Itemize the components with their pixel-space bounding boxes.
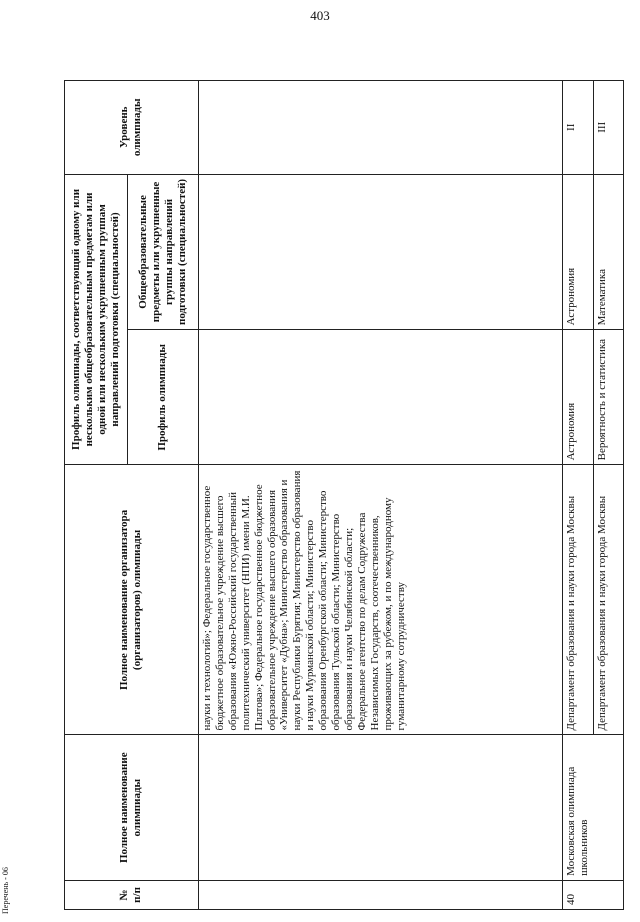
header-level: Уровень олимпиады (65, 81, 199, 175)
cell-profile (198, 330, 563, 465)
cell-no: 40 (563, 880, 624, 909)
header-profile: Профиль олимпиады (127, 330, 198, 465)
cell-subjects (198, 174, 563, 330)
cell-level: II (563, 81, 593, 175)
cell-no (198, 880, 563, 909)
cell-level: III (593, 81, 623, 175)
table-row (563, 81, 593, 910)
olympiad-table (64, 80, 624, 910)
cell-profile: Вероятность и статистика (593, 330, 623, 465)
table-row (198, 81, 563, 910)
header-organizer: Полное наименование организатора (организаторов) олимпиады (65, 465, 199, 735)
cell-organizer: Департамент образования и науки города Москвы (593, 465, 623, 735)
olympiad-table-wrapper (64, 80, 624, 910)
cell-organizer: Департамент образования и науки города Москвы (563, 465, 593, 735)
header-profile-group: Профиль олимпиады, соответствующий одному или нескольким общеобразовательным предметам или одной или нескольким укрупненным группам направлений подготовки (специальностей) (65, 174, 128, 465)
cell-subjects: Астрономия (563, 174, 593, 330)
cell-name (198, 735, 563, 880)
cell-name: Московская олимпиада школьников (563, 735, 624, 880)
rotated-page (64, 80, 624, 910)
header-no: № п/п (65, 880, 199, 909)
cell-profile: Астрономия (563, 330, 593, 465)
header-subjects: Общеобразовательные предметы или укрупненные группы направлений подготовки (специальностей) (127, 174, 198, 330)
cell-organizer: науки и технологий»; Федеральное государственное бюджетное образовательное учреждение высшего образования «Южно-Российский государственный политехнический университет (НПИ) имени М.И. Платова»; Федеральное государственное бюджетное образовательное учреждение высшего образования «Университет «Дубна»; Министерство образования и науки Республики Бурятия; Министерство образования и науки Мурманской области; Министерство образования Оренбургской области; Министерство образования Тульской области; Министерство образования и науки Челябинской области; Федеральное агентство по делам Содружества Независимых Государств, соотечественников, проживающих за рубежом, и по международному гуманитарному сотрудничеству (198, 465, 563, 735)
footer-label: Перечень - 06 (1, 867, 10, 914)
cell-level (198, 81, 563, 175)
page-number: 403 (310, 8, 330, 23)
header-name: Полное наименование олимпиады (65, 735, 199, 880)
cell-subjects: Математика (593, 174, 623, 330)
